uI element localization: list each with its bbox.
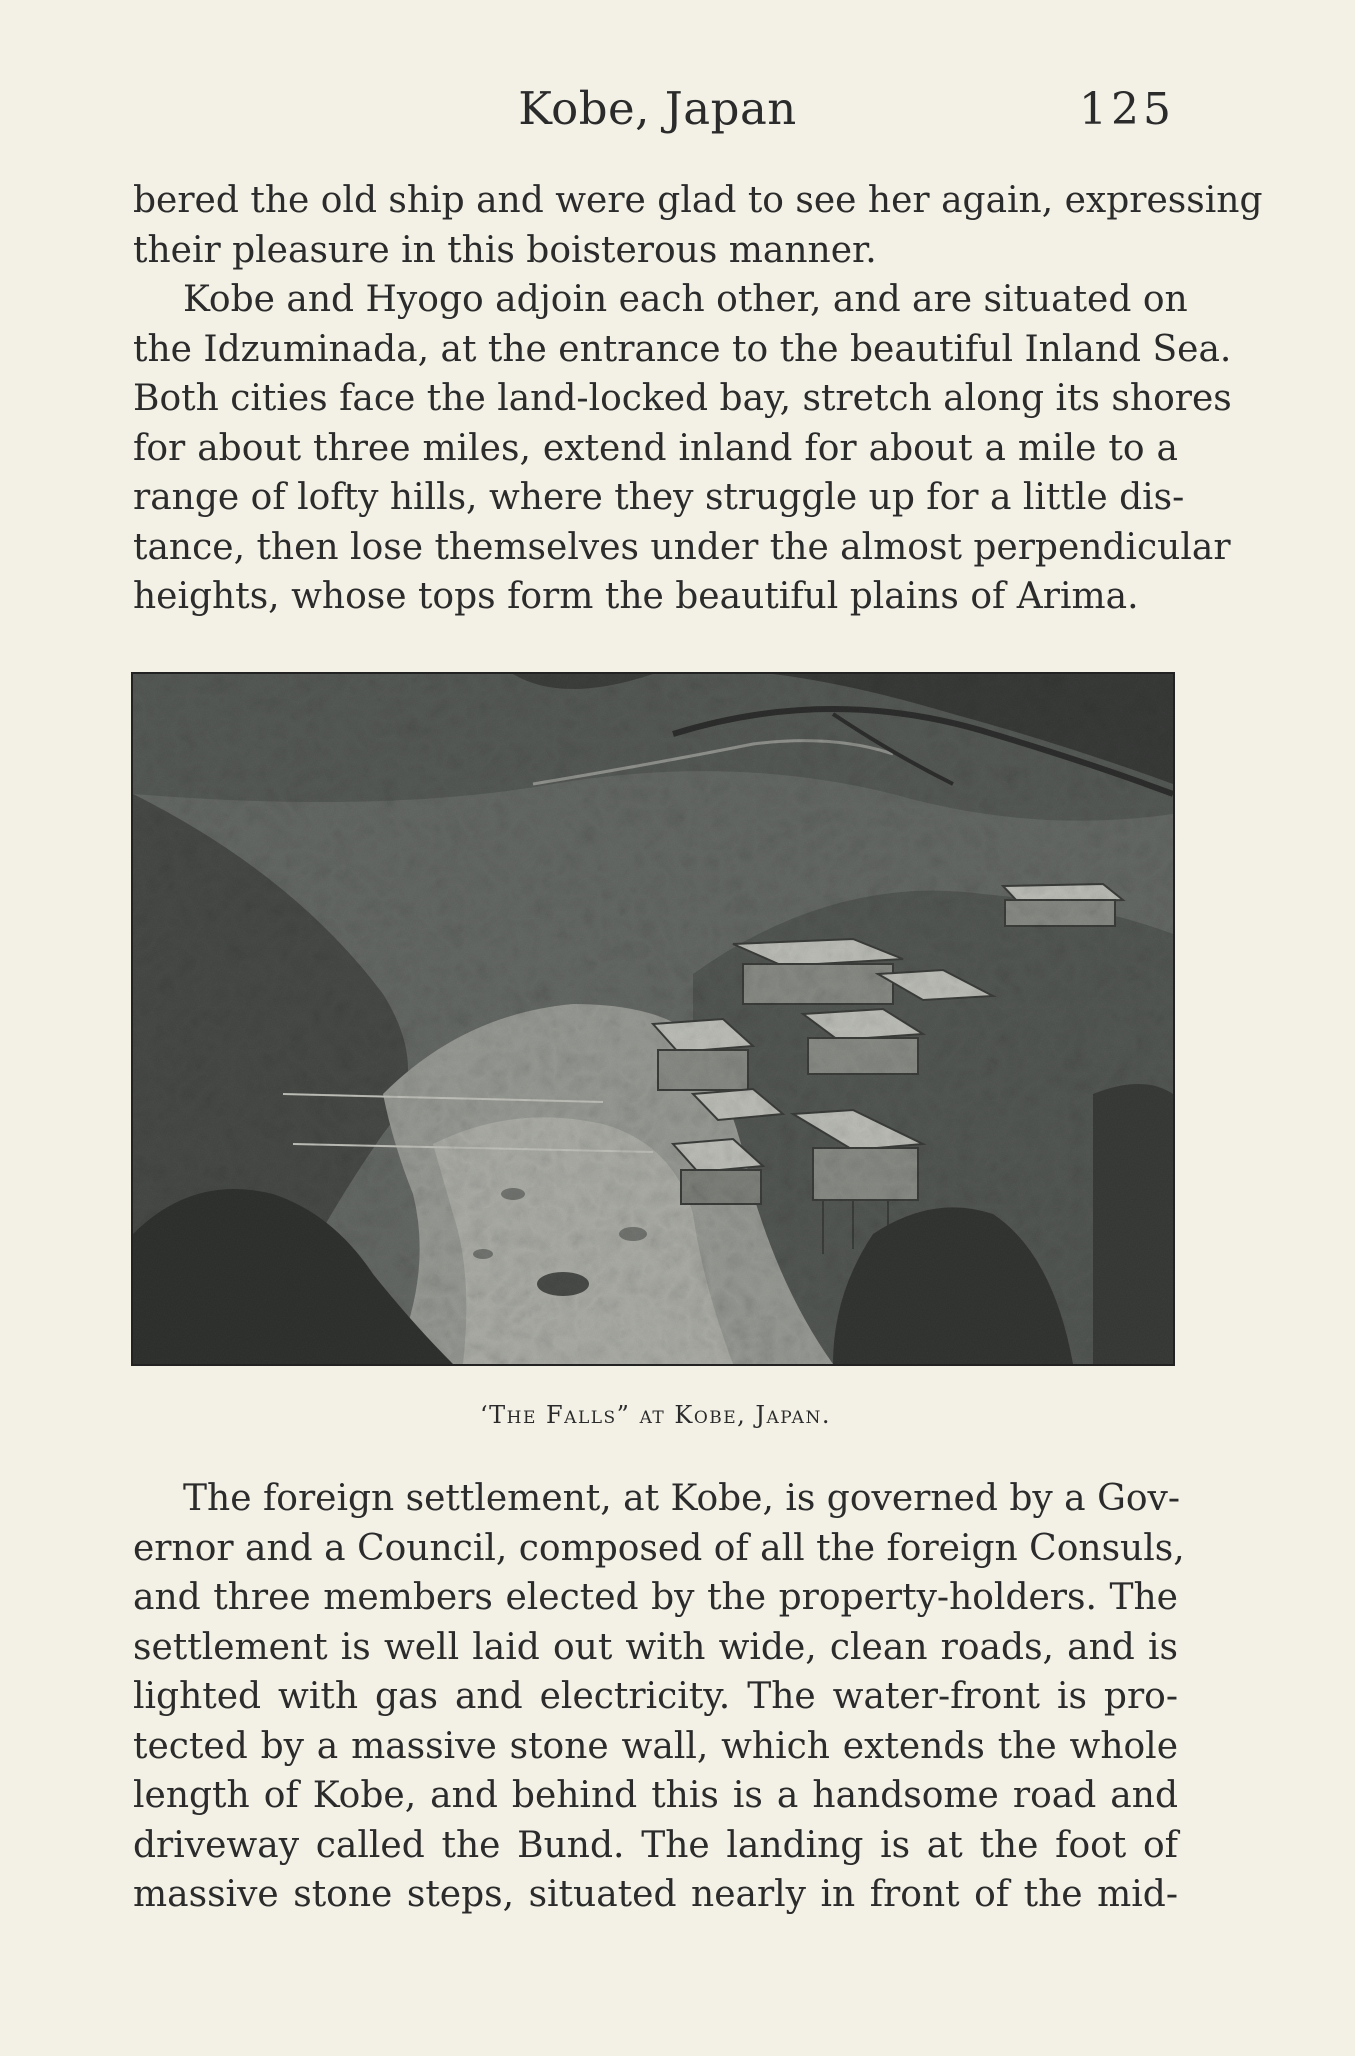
text-line: ernor and a Council, composed of all the foreign Consuls,: [133, 1527, 1185, 1569]
text-line: driveway called the Bund. The landing is at the foot of: [133, 1824, 1178, 1866]
text-line: massive stone steps, situated nearly in front of the mid-: [133, 1874, 1178, 1915]
text-line: their pleasure in this boisterous manner.: [133, 229, 877, 271]
photograph-illustration: [133, 674, 1173, 1364]
text-line: and three members elected by the property-holders. The: [133, 1577, 1178, 1618]
running-head: [130, 82, 1185, 142]
figure-caption: ‘The Falls” at Kobe, Japan.: [480, 1401, 831, 1429]
text-line: for about three miles, extend inland for about a mile to a: [133, 427, 1178, 469]
text-line: bered the old ship and were glad to see her again, expressing: [133, 180, 1263, 221]
photograph-falls: [131, 672, 1175, 1366]
text-line: tected by a massive stone wall, which extends the whole: [133, 1725, 1178, 1767]
paragraph-block-bottom: [133, 1474, 1185, 1920]
text-line: range of lofty hills, where they struggle up for a little dis-: [133, 477, 1185, 518]
text-line: Kobe and Hyogo adjoin each other, and are situated on: [183, 279, 1188, 320]
text-line: tance, then lose themselves under the almost perpendicular: [133, 526, 1231, 568]
text-line: settlement is well laid out with wide, clean roads, and is: [133, 1626, 1178, 1668]
text-line: lighted with gas and electricity. The water-front is pro-: [133, 1676, 1178, 1717]
paragraph-block-top: [133, 176, 1263, 622]
page-number: 125: [1079, 84, 1175, 135]
running-title: Kobe, Japan: [518, 82, 797, 135]
text-line: The foreign settlement, at Kobe, is governed by a Gov-: [183, 1478, 1181, 1519]
text-line: heights, whose tops form the beautiful plains of Arima.: [133, 576, 1139, 617]
text-line: length of Kobe, and behind this is a handsome road and: [133, 1775, 1178, 1816]
text-line: Both cities face the land-locked bay, stretch along its shores: [133, 378, 1232, 419]
text-line: the Idzuminada, at the entrance to the beautiful Inland Sea.: [133, 328, 1232, 370]
